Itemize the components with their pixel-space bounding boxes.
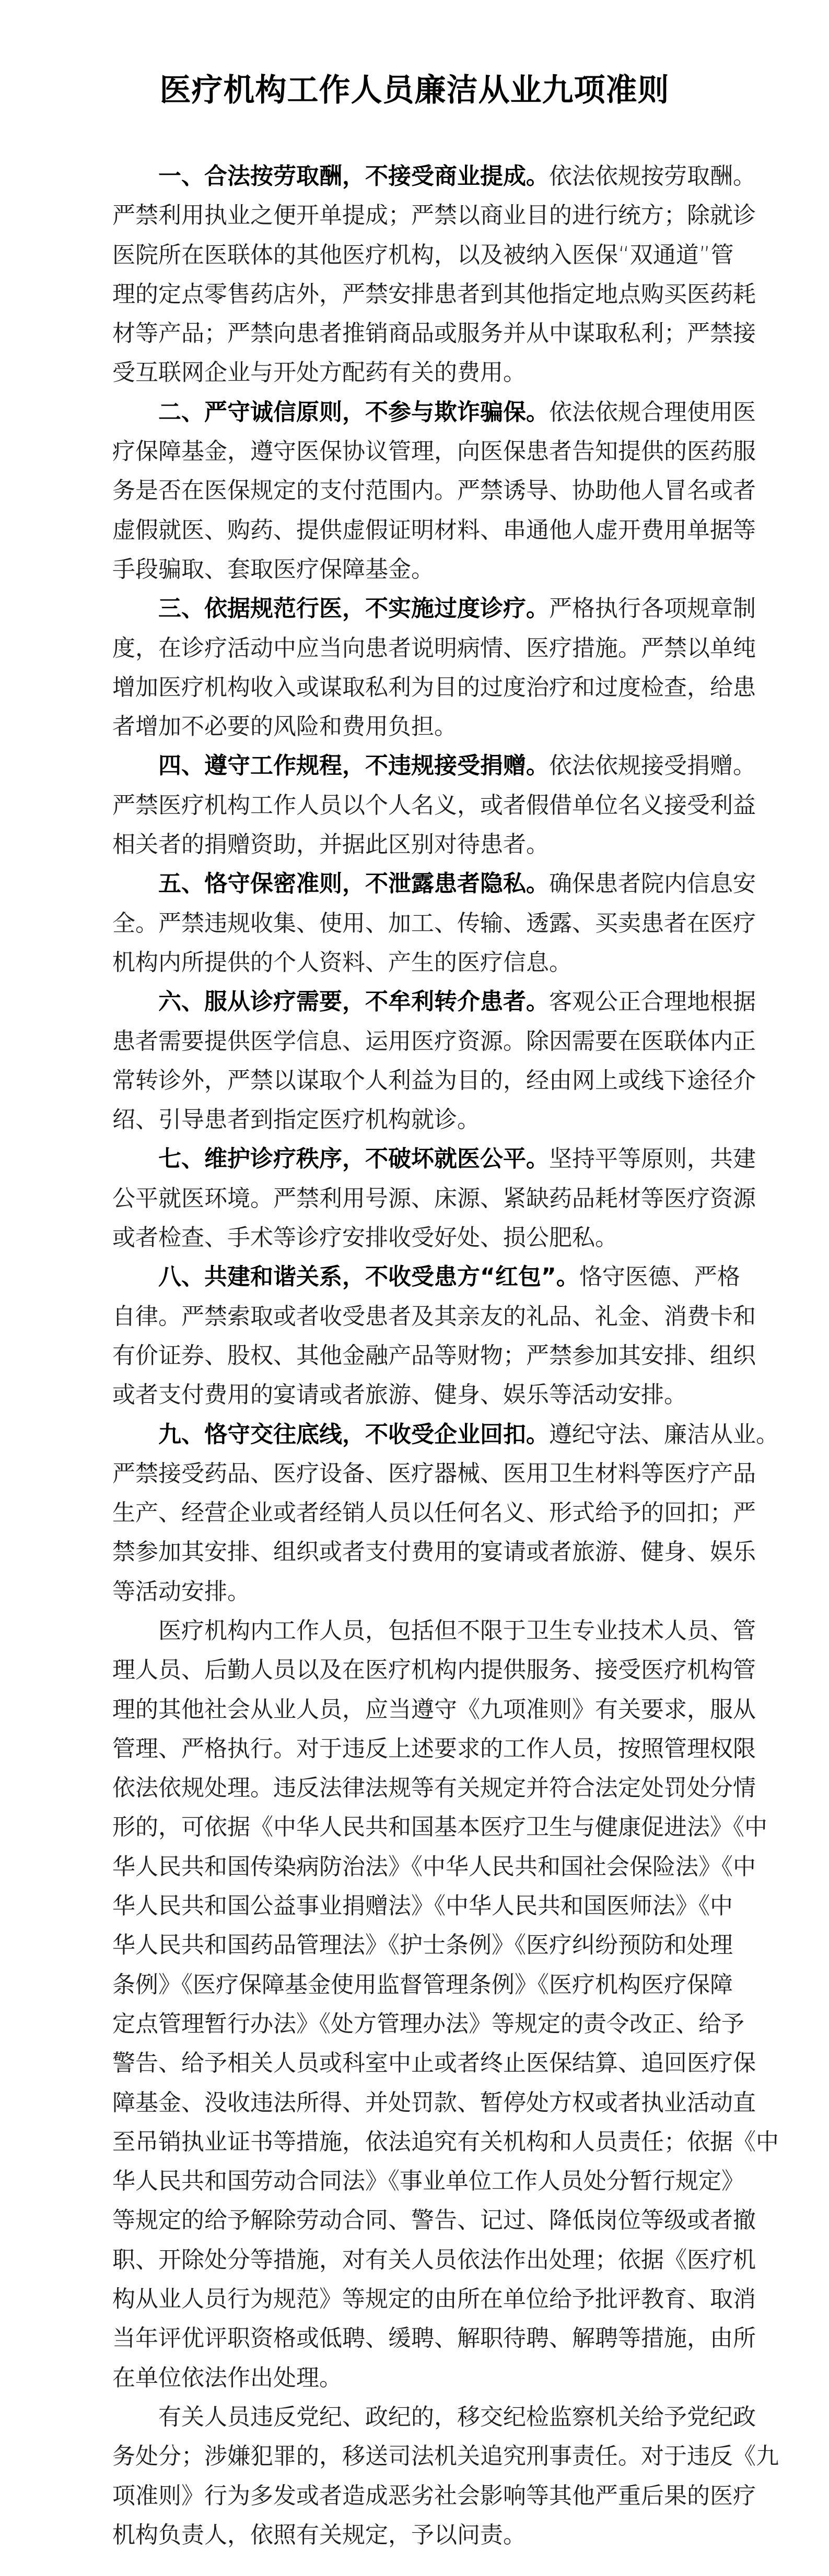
paragraph-text: 华人民共和国药品管理法》《护士条例》《医疗纠纷预防和处理 xyxy=(112,1932,733,1959)
paragraph-text: 华人民共和国传染病防治法》《中华人民共和国社会保险法》《中 xyxy=(112,1853,756,1880)
paragraph xyxy=(112,1415,779,1611)
paragraph-text: 有价证券、股权、其他金融产品等财物；严禁参加其安排、组织 xyxy=(112,1342,756,1369)
paragraph-line xyxy=(112,589,756,628)
paragraph-line xyxy=(112,2319,756,2358)
paragraph-line xyxy=(112,432,756,471)
paragraph-line xyxy=(112,2240,756,2279)
paragraph-text: 理人员、后勤人员以及在医疗机构内提供服务、接受医疗机构管 xyxy=(112,1657,756,1684)
paragraph-line xyxy=(112,1061,756,1100)
paragraph-text: 绍、引导患者到指定医疗机构就诊。 xyxy=(112,1106,480,1133)
paragraph-text: 相关者的捐赠资助，并据此区别对待患者。 xyxy=(112,831,549,858)
paragraph-line xyxy=(112,2161,744,2201)
paragraph-text: 华人民共和国公益事业捐赠法》《中华人民共和国医师法》《中 xyxy=(112,1893,733,1920)
paragraph-line xyxy=(112,2279,756,2319)
paragraph-text: 职、开除处分等措施，对有关人员依法作出处理；依据《医疗机 xyxy=(112,2246,756,2273)
paragraph-line xyxy=(112,393,756,432)
paragraph-line xyxy=(112,2397,756,2437)
paragraph-line xyxy=(112,157,756,196)
paragraph xyxy=(112,982,756,1139)
paragraph-line xyxy=(112,471,756,510)
paragraph-line xyxy=(112,1690,756,1729)
rule-heading: 五、恪守保密准则，不泄露患者隐私。 xyxy=(158,870,549,897)
paragraph-line xyxy=(112,2201,756,2240)
paragraph-text: 务是否在医保规定的支付范围内。严禁诱导、协助他人冒名或者 xyxy=(112,477,756,504)
paragraph-line xyxy=(112,1257,740,1296)
paragraph-line xyxy=(112,1532,756,1571)
paragraph-text: 形的，可依据《中华人民共和国基本医疗卫生与健康促进法》《中 xyxy=(112,1814,767,1841)
paragraph xyxy=(112,1257,756,1414)
paragraph-text: 等活动安排。 xyxy=(112,1578,250,1605)
paragraph-line xyxy=(112,353,704,392)
paragraph-text: 依法依规按劳取酬。 xyxy=(549,163,756,190)
paragraph-text: 恪守医德、严格 xyxy=(579,1263,740,1291)
paragraph-text: 禁参加其安排、组织或者支付费用的宴请或者旅游、健身、娱乐 xyxy=(112,1539,756,1566)
rule-heading: 九、恪守交往底线，不收受企业回扣。 xyxy=(158,1421,549,1448)
paragraph-text: 务处分；涉嫌犯罪的，移送司法机关追究刑事责任。对于违反《九 xyxy=(112,2443,779,2470)
paragraph-text: 依法依规处理。违反法律法规等有关规定并符合法定处罚处分情 xyxy=(112,1775,756,1802)
paragraph-line xyxy=(112,1218,704,1257)
paragraph-text: 依法依规接受捐赠。 xyxy=(549,752,756,779)
paragraph-text: 疗保障基金，遵守医保协议管理，向医保患者告知提供的医药服 xyxy=(112,438,756,465)
paragraph-text: 机构内所提供的个人资料、产生的医疗信息。 xyxy=(112,949,572,976)
paragraph-text: 严禁医疗机构工作人员以个人名义，或者假借单位名义接受利益 xyxy=(112,791,756,819)
paragraph-text: 有关人员违反党纪、政纪的，移交纪检监察机关给予党纪政 xyxy=(158,2403,756,2430)
paragraph-line xyxy=(112,2515,704,2555)
paragraph-text: 理的其他社会从业人员，应当遵守《九项准则》有关要求，服从 xyxy=(112,1696,756,1723)
paragraph-line xyxy=(112,1454,756,1493)
paragraph-line xyxy=(112,668,756,707)
paragraph xyxy=(112,2397,779,2555)
paragraph-text: 障基金、没收违法所得、并处罚款、暂停处方权或者执业活动直 xyxy=(112,2089,756,2116)
paragraph-text: 警告、给予相关人员或科室中止或者终止医保结算、追回医疗保 xyxy=(112,2050,756,2077)
paragraph-line xyxy=(112,1179,756,1218)
paragraph-line xyxy=(112,1611,756,1650)
paragraph-line xyxy=(112,982,756,1021)
paragraph-text: 确保患者院内信息安 xyxy=(549,870,756,897)
paragraph-text: 定点管理暂行办法》《处方管理办法》等规定的责令改正、给予 xyxy=(112,2010,744,2037)
paragraph xyxy=(112,393,756,589)
paragraph-line xyxy=(112,2043,756,2083)
paragraph-text: 项准则》行为多发或者造成恶劣社会影响等其他严重后果的医疗 xyxy=(112,2482,756,2509)
paragraph-text: 坚持平等原则，共建 xyxy=(549,1145,756,1173)
paragraph-line xyxy=(112,825,704,864)
paragraph-line xyxy=(112,1650,756,1689)
paragraph xyxy=(112,1611,779,2397)
paragraph-text: 依法依规合理使用医 xyxy=(549,398,756,426)
paragraph-line xyxy=(112,943,704,982)
paragraph-text: 自律。严禁索取或者收受患者及其亲友的礼品、礼金、消费卡和 xyxy=(112,1303,756,1330)
paragraph-text: 条例》《医疗保障基金使用监督管理条例》《医疗机构医疗保障 xyxy=(112,1971,733,1998)
paragraph-line xyxy=(112,314,756,353)
paragraph-text: 在单位依法作出处理。 xyxy=(112,2364,342,2391)
paragraph-text: 虚假就医、购药、提供虚假证明材料、串通他人虚开费用单据等 xyxy=(112,516,756,543)
paragraph-line xyxy=(112,1847,756,1886)
paragraph xyxy=(112,157,756,393)
paragraph-line xyxy=(112,629,756,668)
paragraph-text: 当年评优评职资格或低聘、缓聘、解职待聘、解聘等措施，由所 xyxy=(112,2325,756,2352)
paragraph-line xyxy=(112,1336,756,1375)
rule-heading: 一、合法按劳取酬，不接受商业提成。 xyxy=(158,163,549,190)
paragraph-line xyxy=(112,1100,704,1139)
paragraph-text: 医疗机构内工作人员，包括但不限于卫生专业技术人员、管 xyxy=(158,1617,756,1644)
paragraph-text: 严格执行各项规章制 xyxy=(549,595,756,622)
paragraph-text: 或者支付费用的宴请或者旅游、健身、娱乐等活动安排。 xyxy=(112,1381,687,1409)
paragraph-text: 度，在诊疗活动中应当向患者说明病情、医疗措施。严禁以单纯 xyxy=(112,634,756,661)
paragraph-line xyxy=(112,2437,779,2476)
rule-heading: 七、维护诊疗秩序，不破坏就医公平。 xyxy=(158,1145,549,1173)
paragraph-line xyxy=(112,2122,779,2161)
paragraph-text: 华人民共和国劳动合同法》《事业单位工作人员处分暂行规定》 xyxy=(112,2168,744,2195)
paragraph-text: 手段骗取、套取医疗保障基金。 xyxy=(112,556,434,583)
rule-heading: 二、严守诚信原则，不参与欺诈骗保。 xyxy=(158,398,549,426)
paragraph-line xyxy=(112,746,756,785)
paragraph-line xyxy=(112,1493,756,1532)
paragraph-line xyxy=(112,1729,756,1768)
paragraph-text: 全。严禁违规收集、使用、加工、传输、透露、买卖患者在医疗 xyxy=(112,909,756,937)
paragraph-line xyxy=(112,1768,756,1807)
paragraph-line xyxy=(112,1139,756,1178)
rule-heading: 六、服从诊疗需要，不牟利转介患者。 xyxy=(158,988,549,1015)
paragraph-line xyxy=(112,904,756,943)
paragraph-text: 材等产品；严禁向患者推销商品或服务并从中谋取私利；严禁接 xyxy=(112,320,756,347)
paragraph-line xyxy=(112,196,756,235)
paragraph-text: 医院所在医联体的其他医疗机构，以及被纳入医保“双通道”管 xyxy=(112,241,734,268)
paragraph-text: 严禁接受药品、医疗设备、医疗器械、医用卫生材料等医疗产品 xyxy=(112,1460,756,1487)
paragraph-line xyxy=(112,864,756,903)
paragraph-line xyxy=(112,786,756,825)
paragraph-line xyxy=(112,2358,704,2397)
paragraph-text: 管理、严格执行。对于违反上述要求的工作人员，按照管理权限 xyxy=(112,1735,756,1762)
paragraph-line xyxy=(112,707,704,746)
paragraph-text: 增加医疗机构收入或谋取私利为目的过度治疗和过度检查，给患 xyxy=(112,673,756,701)
paragraph-text: 客观公正合理地根据 xyxy=(549,988,756,1015)
paragraph-line xyxy=(112,550,704,589)
paragraph-text: 常转诊外，严禁以谋取个人利益为目的，经由网上或线下途径介 xyxy=(112,1067,756,1094)
paragraph xyxy=(112,864,756,982)
rule-heading: 四、遵守工作规程，不违规接受捐赠。 xyxy=(158,752,549,779)
paragraph-text: 患者需要提供医学信息、运用医疗资源。除因需要在医联体内正 xyxy=(112,1027,756,1055)
paragraph-text: 构从业人员行为规范》等规定的由所在单位给予批评教育、取消 xyxy=(112,2286,756,2313)
paragraph-text: 严禁利用执业之便开单提成；严禁以商业目的进行统方；除就诊 xyxy=(112,202,756,229)
paragraph-line xyxy=(112,511,756,550)
paragraph-line xyxy=(112,1415,779,1454)
paragraph-line xyxy=(112,1807,767,1847)
paragraph-line xyxy=(112,1925,733,1965)
paragraph-text: 至吊销执业证书等措施，依法追究有关机构和人员责任；依据《中 xyxy=(112,2128,779,2155)
document-body xyxy=(112,157,779,2555)
paragraph-text: 受互联网企业与开处方配药有关的费用。 xyxy=(112,359,526,386)
paragraph-line xyxy=(112,2004,744,2043)
paragraph-text: 者增加不必要的风险和费用负担。 xyxy=(112,713,457,740)
paragraph-text: 或者检查、手术等诊疗安排收受好处、损公肥私。 xyxy=(112,1224,618,1251)
paragraph xyxy=(112,746,756,864)
document-title: 医疗机构工作人员廉洁从业九项准则 xyxy=(159,72,670,109)
paragraph xyxy=(112,1139,756,1257)
paragraph-line xyxy=(112,1572,704,1611)
rule-heading: 三、依据规范行医，不实施过度诊疗。 xyxy=(158,595,549,622)
paragraph-line xyxy=(112,1886,733,1925)
paragraph-text: 机构负责人，依照有关规定，予以问责。 xyxy=(112,2521,526,2548)
paragraph-line xyxy=(112,2476,756,2515)
rule-heading: 八、共建和谐关系，不收受患方“红包”。 xyxy=(158,1263,579,1291)
paragraph-line xyxy=(112,1965,733,2004)
paragraph-line xyxy=(112,235,734,275)
paragraph-line xyxy=(112,275,756,314)
paragraph-line xyxy=(112,1375,704,1414)
paragraph-text: 遵纪守法、廉洁从业。 xyxy=(549,1421,779,1448)
paragraph-text: 生产、经营企业或者经销人员以任何名义、形式给予的回扣；严 xyxy=(112,1499,756,1527)
paragraph-line xyxy=(112,2083,756,2122)
paragraph-line xyxy=(112,1297,756,1336)
paragraph-line xyxy=(112,1022,756,1061)
paragraph-text: 等规定的给予解除劳动合同、警告、记过、降低岗位等级或者撤 xyxy=(112,2207,756,2234)
paragraph-text: 公平就医环境。严禁利用号源、床源、紧缺药品耗材等医疗资源 xyxy=(112,1185,756,1212)
paragraph xyxy=(112,589,756,746)
paragraph-text: 理的定点零售药店外，严禁安排患者到其他指定地点购买医药耗 xyxy=(112,280,756,308)
